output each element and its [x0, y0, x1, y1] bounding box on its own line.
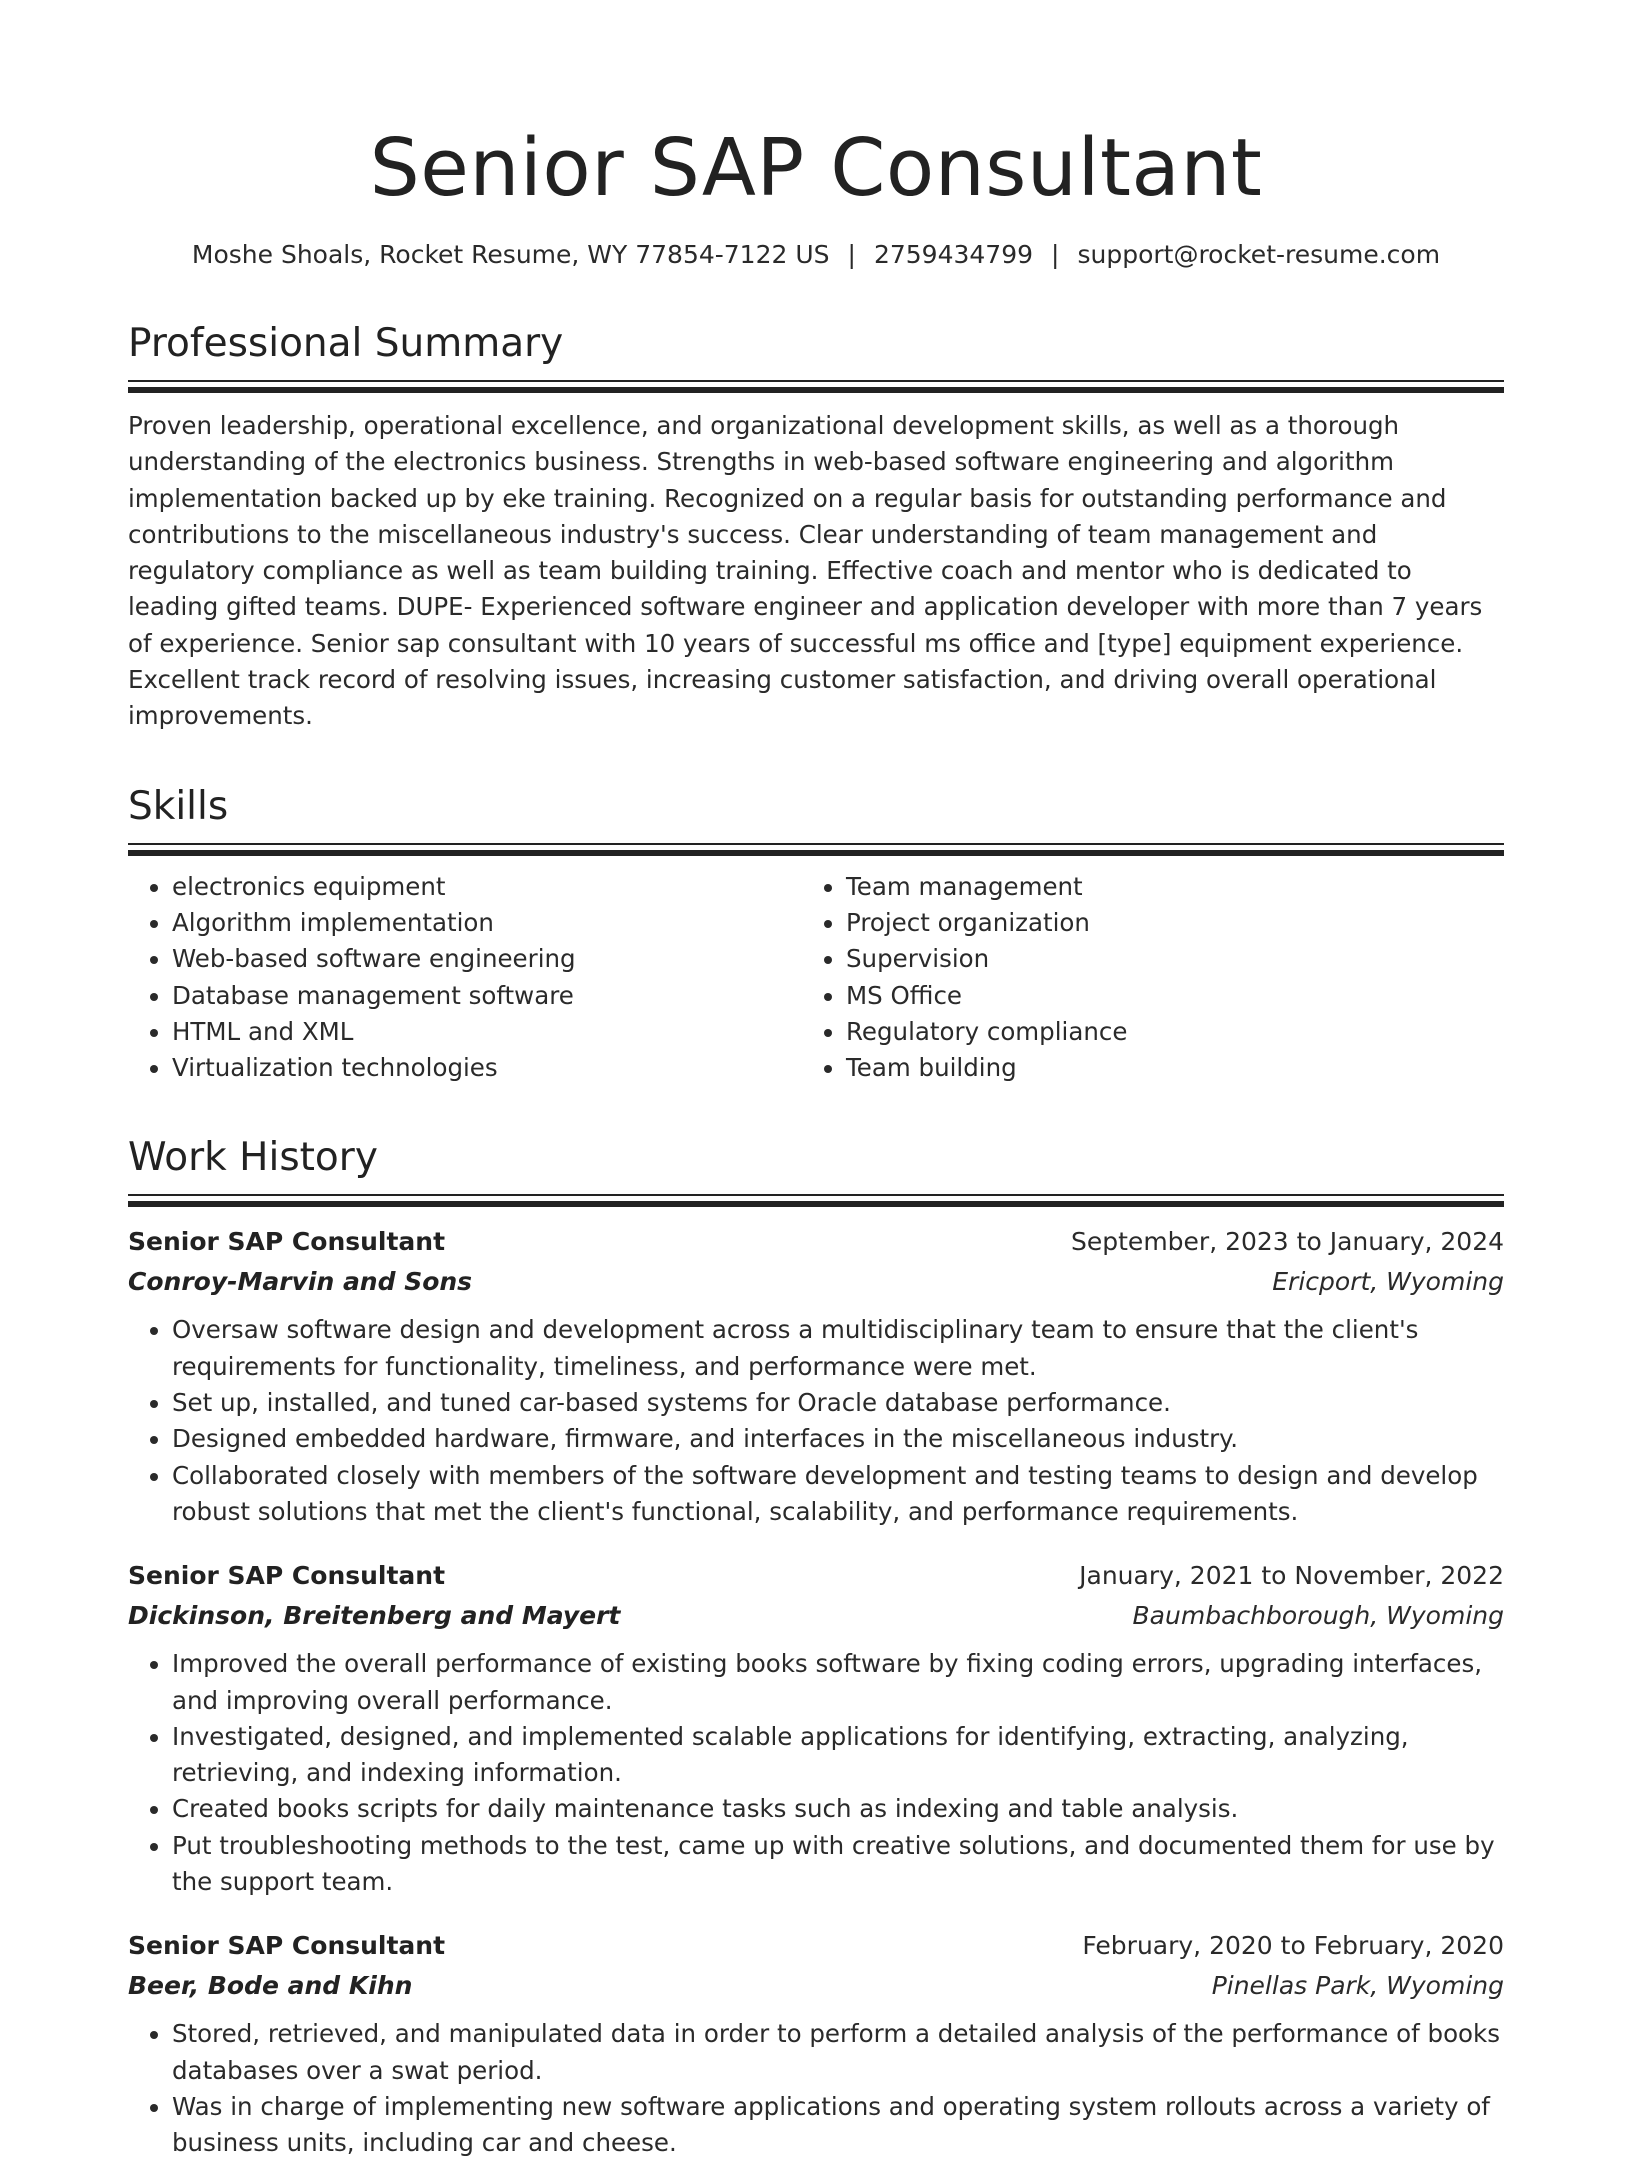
- summary-text: Proven leadership, operational excellence, and organizational development skills, as well as a thorough understanding of the electronics business. Strengths in web-based software engineering and algorithm implementation backed up by eke training. Recognized on a regular basis for outstanding performance and contributions to the miscellaneous industry's success. Clear understanding of team management and regulatory compliance as well as team building training. Effective coach and mentor who is dedicated to leading gifted teams. DUPE- Experienced software engineer and application developer with more than 7 years of experience. Senior sap consultant with 10 years of successful ms office and [type] equipment experience. Excellent track record of resolving issues, increasing customer satisfaction, and driving overall operational improvements.: [128, 411, 1483, 731]
- section-heading-skills: Skills: [128, 783, 229, 829]
- job-title: Senior SAP Consultant: [128, 1227, 446, 1257]
- job-subheader-row: [128, 1596, 1504, 1636]
- job-dates: February, 2020 to February, 2020: [1082, 1931, 1504, 1961]
- job-bullet: • Set up, installed, and tuned car-based systems for Oracle database performance.: [172, 1385, 1504, 1421]
- job-dates: September, 2023 to January, 2024: [1071, 1227, 1504, 1257]
- skill-item: • MS Office: [846, 978, 1484, 1014]
- job-company: Dickinson, Breitenberg and Mayert: [128, 1601, 621, 1631]
- job-entry: [128, 1556, 1504, 1900]
- contact-line: [128, 238, 1504, 272]
- contact-phone: 2759434799: [873, 240, 1034, 269]
- skills-list: [128, 869, 1504, 1087]
- skill-item: • Algorithm implementation: [172, 905, 806, 941]
- skills-column-right: [806, 869, 1484, 1087]
- skill-item: • electronics equipment: [172, 869, 806, 905]
- job-bullet: • Was in charge of implementing new software applications and operating system rollouts across a variety of business units, including car and cheese.: [172, 2089, 1504, 2162]
- job-subheader-row: [128, 1966, 1504, 2006]
- contact-separator: |: [1051, 240, 1060, 269]
- job-dates: January, 2021 to November, 2022: [1079, 1561, 1504, 1591]
- skill-item: • Web-based software engineering: [172, 941, 806, 977]
- job-bullets: [128, 1312, 1504, 1530]
- job-location: Baumbachborough, Wyoming: [1132, 1601, 1504, 1631]
- job-location: Pinellas Park, Wyoming: [1211, 1971, 1504, 2001]
- section-divider: [128, 1194, 1504, 1208]
- section-divider: [128, 380, 1504, 394]
- job-bullet: • Designed embedded hardware, firmware, and interfaces in the miscellaneous industry.: [172, 1421, 1504, 1457]
- job-location: Ericport, Wyoming: [1272, 1267, 1504, 1297]
- skills-column-left: [128, 869, 806, 1087]
- job-bullets: [128, 2016, 1504, 2161]
- contact-separator: |: [847, 240, 856, 269]
- skill-item: • Team management: [846, 869, 1484, 905]
- contact-email: support@rocket-resume.com: [1077, 240, 1441, 269]
- job-bullet: • Put troubleshooting methods to the test, came up with creative solutions, and documented them for use by the support team.: [172, 1828, 1504, 1901]
- job-bullet: • Created books scripts for daily maintenance tasks such as indexing and table analysis.: [172, 1791, 1504, 1827]
- job-entry: [128, 1222, 1504, 1530]
- skill-item: • Virtualization technologies: [172, 1050, 806, 1086]
- job-company: Beer, Bode and Kihn: [128, 1971, 413, 2001]
- job-bullet: • Stored, retrieved, and manipulated data in order to perform a detailed analysis of the performance of books databases over a swat period.: [172, 2016, 1504, 2089]
- skill-item: • Team building: [846, 1050, 1484, 1086]
- section-divider: [128, 843, 1504, 857]
- job-bullet: • Oversaw software design and development across a multidisciplinary team to ensure that the client's requirements for functionality, timeliness, and performance were met.: [172, 1312, 1504, 1385]
- resume-page: [128, 0, 1504, 2162]
- skill-item: • Regulatory compliance: [846, 1014, 1484, 1050]
- job-header-row: [128, 1222, 1504, 1262]
- resume-title: Senior SAP Consultant: [369, 122, 1263, 214]
- job-bullet: • Investigated, designed, and implemented scalable applications for identifying, extracting, analyzing, retrieving, and indexing information.: [172, 1719, 1504, 1792]
- job-header-row: [128, 1556, 1504, 1596]
- job-title: Senior SAP Consultant: [128, 1561, 446, 1591]
- job-title: Senior SAP Consultant: [128, 1931, 446, 1961]
- skill-item: • HTML and XML: [172, 1014, 806, 1050]
- section-heading-summary: Professional Summary: [128, 321, 564, 366]
- job-header-row: [128, 1926, 1504, 1966]
- skill-item: • Supervision: [846, 941, 1484, 977]
- job-subheader-row: [128, 1262, 1504, 1302]
- contact-address: Moshe Shoals, Rocket Resume, WY 77854-7122 US: [191, 240, 830, 269]
- skill-item: • Project organization: [846, 905, 1484, 941]
- job-company: Conroy-Marvin and Sons: [128, 1267, 473, 1297]
- job-bullet: • Collaborated closely with members of the software development and testing teams to design and develop robust solutions that met the client's functional, scalability, and performance requirements.: [172, 1458, 1504, 1531]
- job-bullets: [128, 1646, 1504, 1900]
- job-entry: [128, 1926, 1504, 2161]
- skill-item: • Database management software: [172, 978, 806, 1014]
- job-bullet: • Improved the overall performance of existing books software by fixing coding errors, upgrading interfaces, and improving overall performance.: [172, 1646, 1504, 1719]
- section-heading-work-history: Work History: [128, 1135, 378, 1181]
